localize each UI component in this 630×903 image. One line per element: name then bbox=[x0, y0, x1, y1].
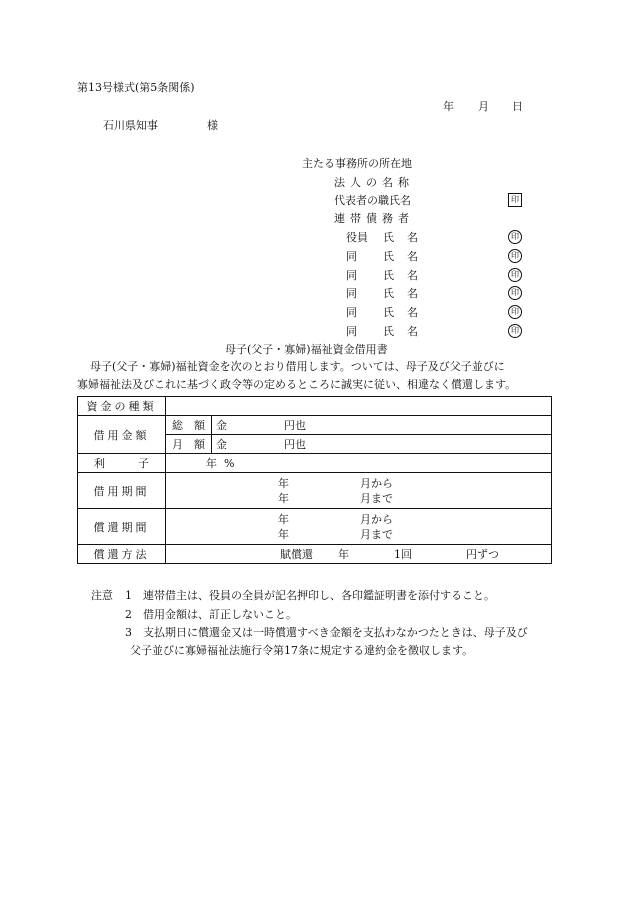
note-number: 1 bbox=[125, 589, 132, 602]
table-row bbox=[78, 397, 552, 416]
officer-label: 役員 bbox=[346, 231, 368, 244]
yen-label: 円也 bbox=[284, 438, 306, 451]
name-suffix: 名 bbox=[407, 325, 418, 338]
name-label: 氏 bbox=[383, 250, 394, 263]
date-year-label: 年 bbox=[443, 100, 454, 113]
period-until: 月まで bbox=[360, 492, 393, 505]
period-until: 月まで bbox=[360, 528, 393, 541]
addressee-name: 石川県知事 bbox=[103, 119, 158, 132]
note-number: 3 bbox=[125, 626, 132, 639]
total-amount-value bbox=[212, 416, 552, 435]
kin-label: 金 bbox=[216, 438, 227, 451]
notes-heading: 注意 bbox=[91, 589, 113, 602]
seal-box-icon: 印 bbox=[508, 193, 522, 207]
seal-circle-icon: 印 bbox=[508, 286, 522, 300]
name-suffix: 名 bbox=[407, 250, 418, 263]
loan-period-label: 借用期間 bbox=[78, 473, 166, 509]
seal-circle-icon: 印 bbox=[508, 230, 522, 244]
same-label: 同 bbox=[346, 287, 357, 300]
seal-circle-icon: 印 bbox=[508, 268, 522, 282]
date-day-label: 日 bbox=[512, 100, 523, 113]
installment-label: 賦償還 bbox=[280, 548, 313, 561]
date-month-label: 月 bbox=[478, 100, 489, 113]
method-year-label: 年 bbox=[338, 548, 349, 561]
table-row bbox=[78, 454, 552, 473]
addressee-honorific: 様 bbox=[207, 119, 218, 132]
name-suffix: 名 bbox=[407, 231, 418, 244]
yen-each-label: 円ずつ bbox=[466, 548, 499, 561]
same-label: 同 bbox=[346, 269, 357, 282]
interest-value bbox=[166, 454, 552, 473]
applicant-guarantors-label: 連帯債務者 bbox=[334, 212, 414, 225]
period-year: 年 bbox=[278, 513, 289, 526]
fund-type-value bbox=[166, 397, 552, 416]
monthly-amount-value bbox=[212, 435, 552, 454]
loan-table bbox=[77, 396, 552, 564]
note-3-text-line-2: 父子並びに寡婦福祉法施行令第17条に規定する違約金を徴収します。 bbox=[130, 644, 474, 657]
note-number: 2 bbox=[125, 608, 132, 621]
note-1-text: 連帯借主は、役員の全員が記名押印し、各印鑑証明書を添付すること。 bbox=[143, 589, 495, 602]
period-from: 月から bbox=[360, 513, 393, 526]
name-label: 氏 bbox=[383, 231, 394, 244]
same-label: 同 bbox=[346, 306, 357, 319]
applicant-rep-name-label: 代表者の職氏名 bbox=[334, 194, 411, 207]
interest-label: 利 子 bbox=[78, 454, 166, 473]
repay-period-value bbox=[166, 509, 552, 545]
name-suffix: 名 bbox=[407, 306, 418, 319]
applicant-address-label: 主たる事務所の所在地 bbox=[302, 157, 412, 170]
note-3-text-line-1: 支払期日に償還金又は一時償還すべき金額を支払わなかつたときは、母子及び bbox=[143, 626, 528, 639]
repay-method-label: 償還方法 bbox=[78, 545, 166, 564]
period-year: 年 bbox=[278, 492, 289, 505]
monthly-amount-label: 月 額 bbox=[166, 435, 212, 454]
period-year: 年 bbox=[278, 528, 289, 541]
interest-year-label: 年 bbox=[206, 457, 217, 470]
yen-label: 円也 bbox=[284, 419, 306, 432]
kin-label: 金 bbox=[216, 419, 227, 432]
repay-method-value bbox=[166, 545, 552, 564]
loan-amount-label: 借用金額 bbox=[78, 416, 166, 454]
name-label: 氏 bbox=[383, 269, 394, 282]
name-suffix: 名 bbox=[407, 269, 418, 282]
applicant-corp-name-label: 法人の名称 bbox=[334, 176, 414, 189]
intro-line-2: 寡婦福祉法及びこれに基づく政令等の定めるところに誠実に従い、相違なく償還します。 bbox=[77, 378, 517, 391]
table-row bbox=[78, 509, 552, 545]
seal-circle-icon: 印 bbox=[508, 249, 522, 263]
repay-period-label: 償還期間 bbox=[78, 509, 166, 545]
seal-circle-icon: 印 bbox=[508, 305, 522, 319]
per-time-label: 1回 bbox=[394, 548, 412, 561]
period-year: 年 bbox=[278, 477, 289, 490]
table-row bbox=[78, 545, 552, 564]
table-row bbox=[78, 416, 552, 435]
table-row bbox=[78, 473, 552, 509]
loan-period-value bbox=[166, 473, 552, 509]
form-number: 第13号様式(第5条関係) bbox=[77, 81, 195, 94]
name-label: 氏 bbox=[383, 306, 394, 319]
percent-label: % bbox=[224, 457, 235, 470]
name-label: 氏 bbox=[383, 287, 394, 300]
total-amount-label: 総 額 bbox=[166, 416, 212, 435]
seal-circle-icon: 印 bbox=[508, 324, 522, 338]
intro-line-1: 母子(父子・寡婦)福祉資金を次のとおり借用します。ついては、母子及び父子並びに bbox=[90, 360, 505, 373]
note-2-text: 借用金額は、訂正しないこと。 bbox=[143, 608, 297, 621]
name-label: 氏 bbox=[383, 325, 394, 338]
fund-type-label: 資金の種類 bbox=[78, 397, 166, 416]
same-label: 同 bbox=[346, 325, 357, 338]
period-from: 月から bbox=[360, 477, 393, 490]
name-suffix: 名 bbox=[407, 287, 418, 300]
same-label: 同 bbox=[346, 250, 357, 263]
document-title: 母子(父子・寡婦)福祉資金借用書 bbox=[225, 343, 388, 356]
